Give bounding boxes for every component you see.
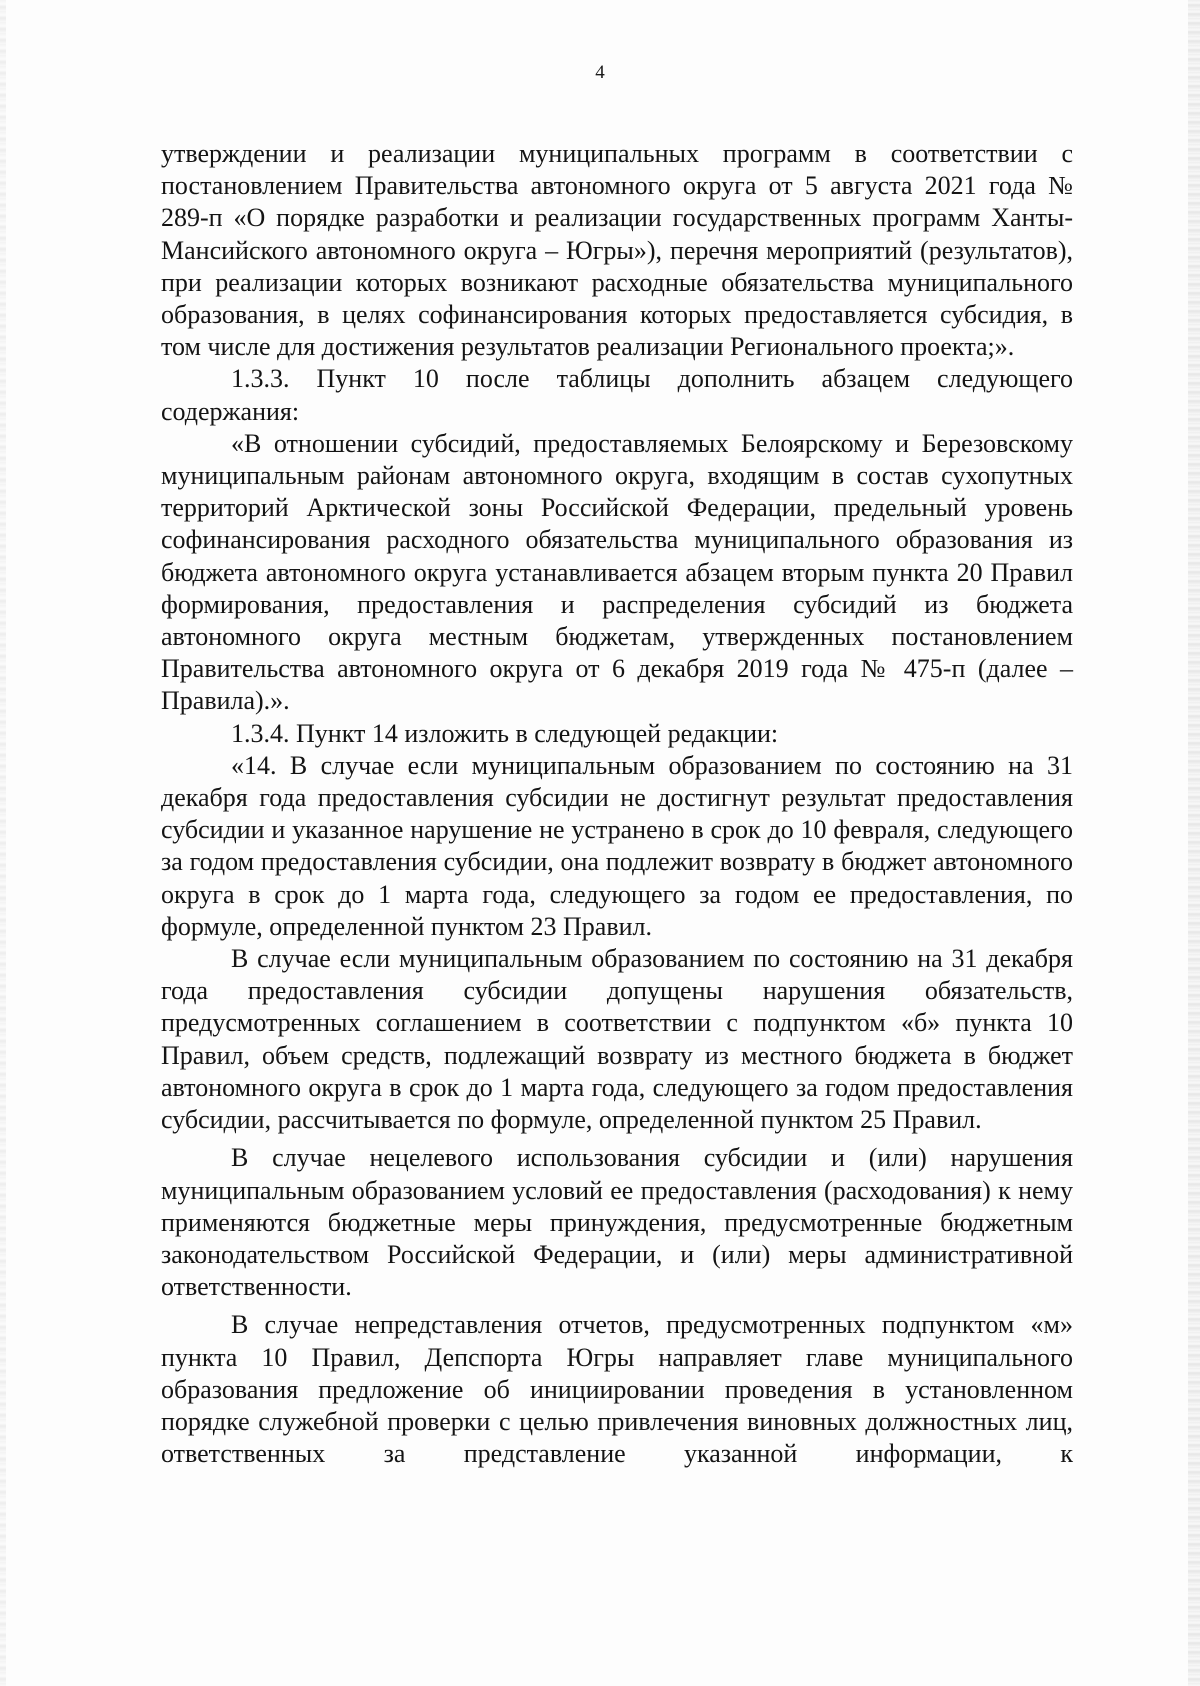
paragraph-violations: В случае если муниципальным образованием по состоянию на 31 декабря года предоставления субсидии допущены нарушения обязательств, предусмотренных соглашением в соответствии с подпунктом «б» пункта 10 Правил, объем средств, подлежащий возврату из местного бюджета в бюджет автономного округа в срок до 1 марта года, следующего за годом предоставления субсидии, рассчитывается по формуле, определенной пунктом 25 Правил. (161, 944, 1073, 1135)
document-body (161, 138, 1073, 1470)
paragraph-misuse: В случае нецелевого использования субсидии и (или) нарушения муниципальным образованием условий ее предоставления (расходования) к нему применяются бюджетные меры принуждения, предусмотренные бюджетным законодательством Российской Федерации, и (или) меры административной ответственности. (161, 1143, 1073, 1302)
paragraph-quote-arctic: «В отношении субсидий, предоставляемых Белоярскому и Березовскому муниципальным районам автономного округа, входящим в состав сухопутных территорий Арктической зоны Российской Федерации, предельный уровень софинансирования расходного обязательства муниципального образования из бюджета автономного округа устанавливается абзацем вторым пункта 20 Правил формирования, предоставления и распределения субсидий из бюджета автономного округа местным бюджетам, утвержденных постановлением Правительства автономного округа от 6 декабря 2019 года № 475-п (далее – Правила).». (161, 428, 1073, 716)
paragraph-1-3-4: 1.3.4. Пункт 14 изложить в следующей редакции: (231, 718, 779, 748)
paragraph-continuation: утверждении и реализации муниципальных программ в соответствии с постановлением Правительства автономного округа от 5 августа 2021 года № 289-п «О порядке разработки и реализации государственных программ Ханты-Мансийского автономного округа – Югры»), перечня мероприятий (результатов), при реализации которых возникают расходные обязательства муниципального образования, в целях софинансирования которых предоставляется субсидия, в том числе для достижения результатов реализации Регионального проекта;». (161, 139, 1073, 362)
paragraph-1-3-3: 1.3.3. Пункт 10 после таблицы дополнить абзацем следующего содержания: (161, 364, 1073, 426)
scan-edge-right (1188, 0, 1200, 1686)
paragraph-reports: В случае непредставления отчетов, предусмотренных подпунктом «м» пункта 10 Правил, Депспорта Югры направляет главе муниципального образования предложение об инициировании проведения в установленном порядке служебной проверки с целью привлечения виновных должностных лиц, ответственных за представление указанной информации, к (161, 1310, 1073, 1469)
page-number: 4 (595, 62, 605, 83)
scan-edge-left (0, 0, 6, 1686)
paragraph-item-14: «14. В случае если муниципальным образованием по состоянию на 31 декабря года предоставления субсидии не достигнут результат предоставления субсидии и указанное нарушение не устранено в срок до 10 февраля, следующего за годом предоставления субсидии, она подлежит возврату в бюджет автономного округа в срок до 1 марта года, следующего за годом ее предоставления, по формуле, определенной пунктом 23 Правил. (161, 750, 1073, 941)
